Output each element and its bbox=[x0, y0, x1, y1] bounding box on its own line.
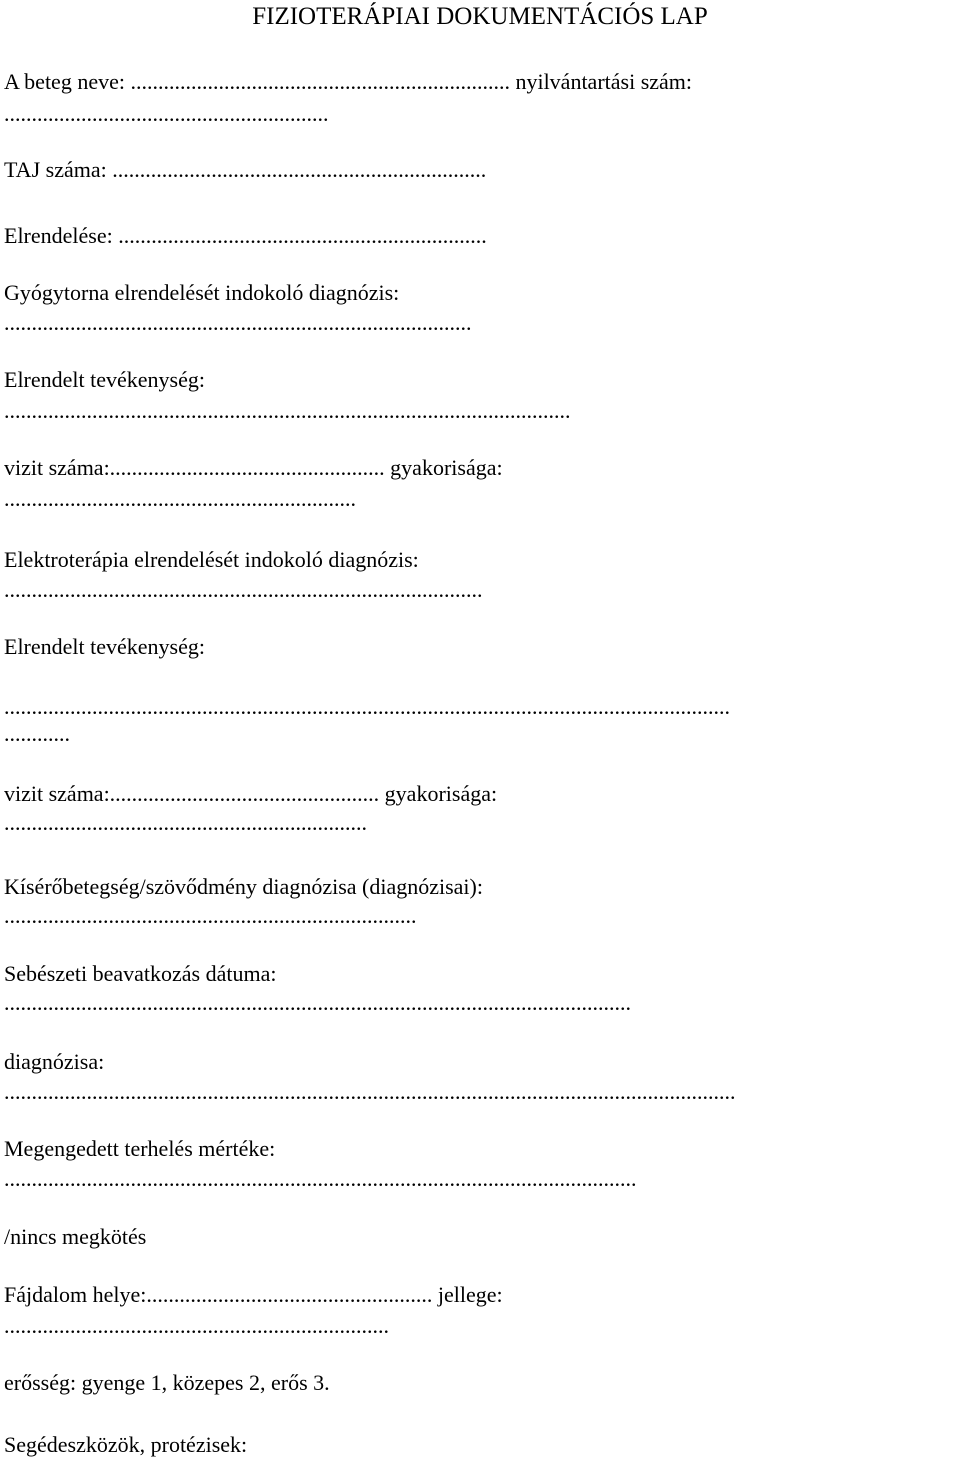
electro-activity-label: Elrendelt tevékenység: bbox=[4, 634, 205, 659]
page-title: FIZIOTERÁPIAI DOKUMENTÁCIÓS LAP bbox=[252, 3, 708, 30]
electro-activity-blank: .................................................................................................................................... bbox=[4, 694, 730, 719]
electro-diagnosis-blank: ....................................................................................... bbox=[4, 577, 483, 602]
registry-number-blank: ........................................................... bbox=[4, 101, 329, 126]
surgery-date-label: Sebészeti beavatkozás dátuma: bbox=[4, 961, 277, 986]
pain-location-type-line: Fájdalom helye:.................................................... jellege: bbox=[4, 1282, 503, 1307]
load-limit-label: Megengedett terhelés mértéke: bbox=[4, 1136, 276, 1161]
comorbidity-blank: ........................................................................... bbox=[4, 903, 417, 928]
referral-line: Elrendelése: ................................................................... bbox=[4, 223, 487, 248]
load-limit-blank: ................................................................................................................... bbox=[4, 1166, 637, 1191]
physio-activity-label: Elrendelt tevékenység: bbox=[4, 367, 205, 392]
surgery-diagnosis-label: diagnózisa: bbox=[4, 1049, 105, 1074]
surgery-diagnosis-blank: ..................................................................................................................................... bbox=[4, 1079, 736, 1104]
pain-type-blank: ...................................................................... bbox=[4, 1313, 389, 1338]
electro-frequency-blank: .................................................................. bbox=[4, 810, 367, 835]
electro-diagnosis-label: Elektroterápia elrendelését indokoló diagnózis: bbox=[4, 547, 419, 572]
surgery-date-blank: .................................................................................................................. bbox=[4, 990, 631, 1015]
physio-diagnosis-blank: ..................................................................................... bbox=[4, 310, 472, 335]
electro-visit-frequency-line: vizit száma:................................................. gyakorisága: bbox=[4, 781, 498, 806]
physio-diagnosis-label: Gyógytorna elrendelését indokoló diagnózis: bbox=[4, 280, 400, 305]
physio-activity-blank: ....................................................................................................... bbox=[4, 398, 571, 423]
electro-activity-blank-cont: ............ bbox=[4, 721, 70, 746]
physio-frequency-blank: ................................................................ bbox=[4, 486, 356, 511]
assistive-devices-label: Segédeszközök, protézisek: bbox=[4, 1432, 248, 1457]
comorbidity-label: Kísérőbetegség/szövődmény diagnózisa (diagnózisai): bbox=[4, 874, 483, 899]
taj-number-line: TAJ száma: .................................................................... bbox=[4, 157, 487, 182]
physio-visit-frequency-line: vizit száma:.................................................. gyakorisága: bbox=[4, 455, 503, 480]
no-restriction-option: /nincs megkötés bbox=[4, 1224, 147, 1249]
patient-name-line: A beteg neve: ..................................................................... nyilvántartási szám: bbox=[4, 69, 693, 94]
pain-intensity-scale: erősség: gyenge 1, közepes 2, erős 3. bbox=[4, 1370, 330, 1395]
